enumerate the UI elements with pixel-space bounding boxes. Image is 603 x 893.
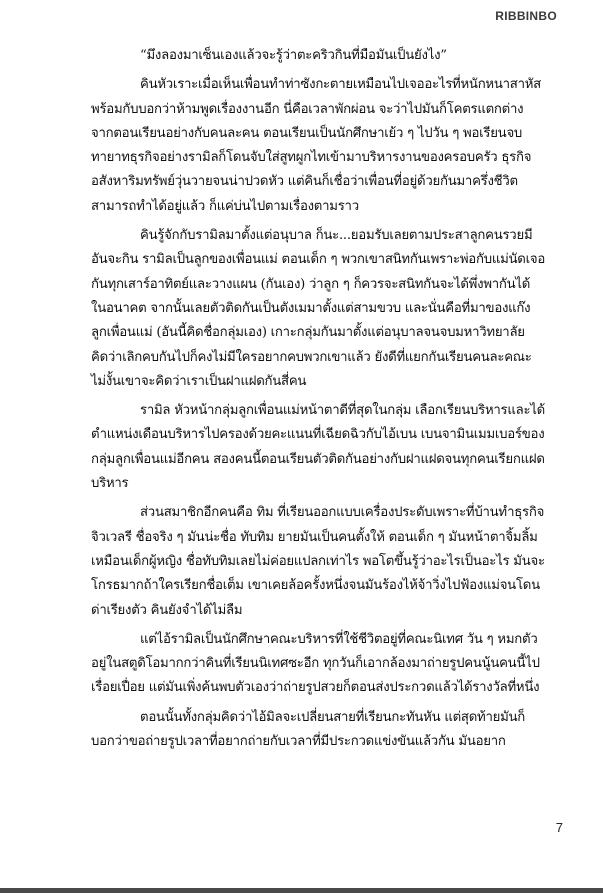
body-paragraph: คินรู้จักกับรามิลมาตั้งแต่อนุบาล ก็นะ...ยอมรับเลยตามประสาลูกคนรวยมีอันจะกิน รามิลเป็นลูกของเพื่อนแม่ ตอนเด็ก ๆ พวกเขาสนิทกันเพราะพ่อกับแม่นัดเจอกันทุกเสาร์อาทิตย์และวางแผน (กันเอง) ว่าลูก ๆ ก็ควรจะสนิทกันจะได้พึ่งพากันได้ในอนาคต จากนั้นเลยตัวติดกันเป็นตังเมมาตั้งแต่สามขวบ และนั่นคือที่มาของแก๊งลูกเพื่อนแม่ (อันนี้คิดชื่อกลุ่มเอง) เกาะกลุ่มกันมาตั้งแต่อนุบาลจนจบมหาวิทยาลัย คิดว่าเลิกคบกันไปก็คงไม่มีใครอยากคบพวกเขาแล้ว ยังดีที่แยกกันเรียนคนละคณะ ไม่งั้นเขาจะคิดว่าเราเป็นฝาแฝดกันสี่คน	[91, 228, 546, 389]
page-number: 7	[555, 820, 563, 835]
header-brand: RIBBINBO	[495, 9, 557, 23]
dialogue-paragraph: “มึงลองมาเซ็นเองแล้วจะรู้ว่าตะคริวกินที่มือมันเป็นยังไง”	[140, 48, 447, 63]
body-paragraph: รามิล หัวหน้ากลุ่มลูกเพื่อนแม่หน้าตาดีที่สุดในกลุ่ม เลือกเรียนบริหารและได้ตำแหน่งเดือนบริหารไปครองด้วยคะแนนที่เฉียดฉิวกับไอ้เบน เบนจามินเมมเบอร์ของกลุ่มลูกเพื่อนแม่อีกคน สองคนนี้ตอนเรียนตัวติดกันอย่างกับฝาแฝดจนทุกคนเรียกแฝดบริหาร	[91, 403, 545, 492]
body-paragraph: คินหัวเราะเมื่อเห็นเพื่อนทำท่าซังกะตายเหมือนไปเจออะไรที่หนักหนาสาหัสพร้อมกับบอกว่าห้ามพูดเรื่องงานอีก นี่คือเวลาพักผ่อน จะว่าไปมันก็โคตรแตกต่างจากตอนเรียนอย่างกับคนละคน ตอนเรียนเป็นนักศึกษาเย้ว ๆ ไปวัน ๆ พอเรียนจบทายาทธุรกิจอย่างรามิลก็โดนจับใส่สูทผูกไทเข้ามาบริหารงานของครอบครัว ธุรกิจอสังหาริมทรัพย์วุ่นวายจนน่าปวดหัว แต่คินก็เชื่อว่าเพื่อนที่อยู่ด้วยกันมาครึ่งชีวิตสามารถทำได้อยู่แล้ว ก็แค่บ่นไปตามเรื่องตามราว	[91, 77, 541, 214]
body-text	[91, 44, 545, 759]
body-paragraph: ตอนนั้นทั้งกลุ่มคิดว่าไอ้มิลจะเปลี่ยนสายที่เรียนกะทันหัน แต่สุดท้ายมันก็บอกว่าขอถ่ายรูปเวลาที่อยากถ่ายกับเวลาที่มีประกวดแข่งขันแล้วกัน มันอยาก	[91, 709, 526, 750]
bottom-divider	[0, 888, 603, 893]
body-paragraph: แต่ไอ้รามิลเป็นนักศึกษาคณะบริหารที่ใช้ชีวิตอยู่ที่คณะนิเทศ วัน ๆ หมกตัวอยู่ในสตูดิโอมากกว่าคินที่เรียนนิเทศซะอีก ทุกวันก็เอากล้องมาถ่ายรูปคนนู้นคนนี้ไปเรื่อยเปื่อย แต่มันเพิ่งค้นพบตัวเองว่าถ่ายรูปสวยก็ตอนส่งประกวดแล้วได้รางวัลที่หนึ่ง	[91, 631, 540, 696]
body-paragraph: ส่วนสมาชิกอีกคนคือ ทิม ที่เรียนออกแบบเครื่องประดับเพราะที่บ้านทำธุรกิจจิวเวลรี ชื่อจริง ๆ มันน่ะชื่อ ทับทิม ยายมันเป็นคนตั้งให้ ตอนเด็ก ๆ มันหน้าตาจิ้มลิ้มเหมือนเด็กผู้หญิง ชื่อทับทิมเลยไม่ค่อยแปลกเท่าไร พอโตขึ้นรู้ว่าอะไรเป็นอะไร มันจะโกรธมากถ้าใครเรียกชื่อเต็ม เขาเคยล้อครั้งหนึ่งจนมันร้องไห้จ้าวิ่งไปฟ้องแม่จนโดนด่าเรียงตัว คินยังจำได้ไม่ลืม	[91, 505, 545, 618]
